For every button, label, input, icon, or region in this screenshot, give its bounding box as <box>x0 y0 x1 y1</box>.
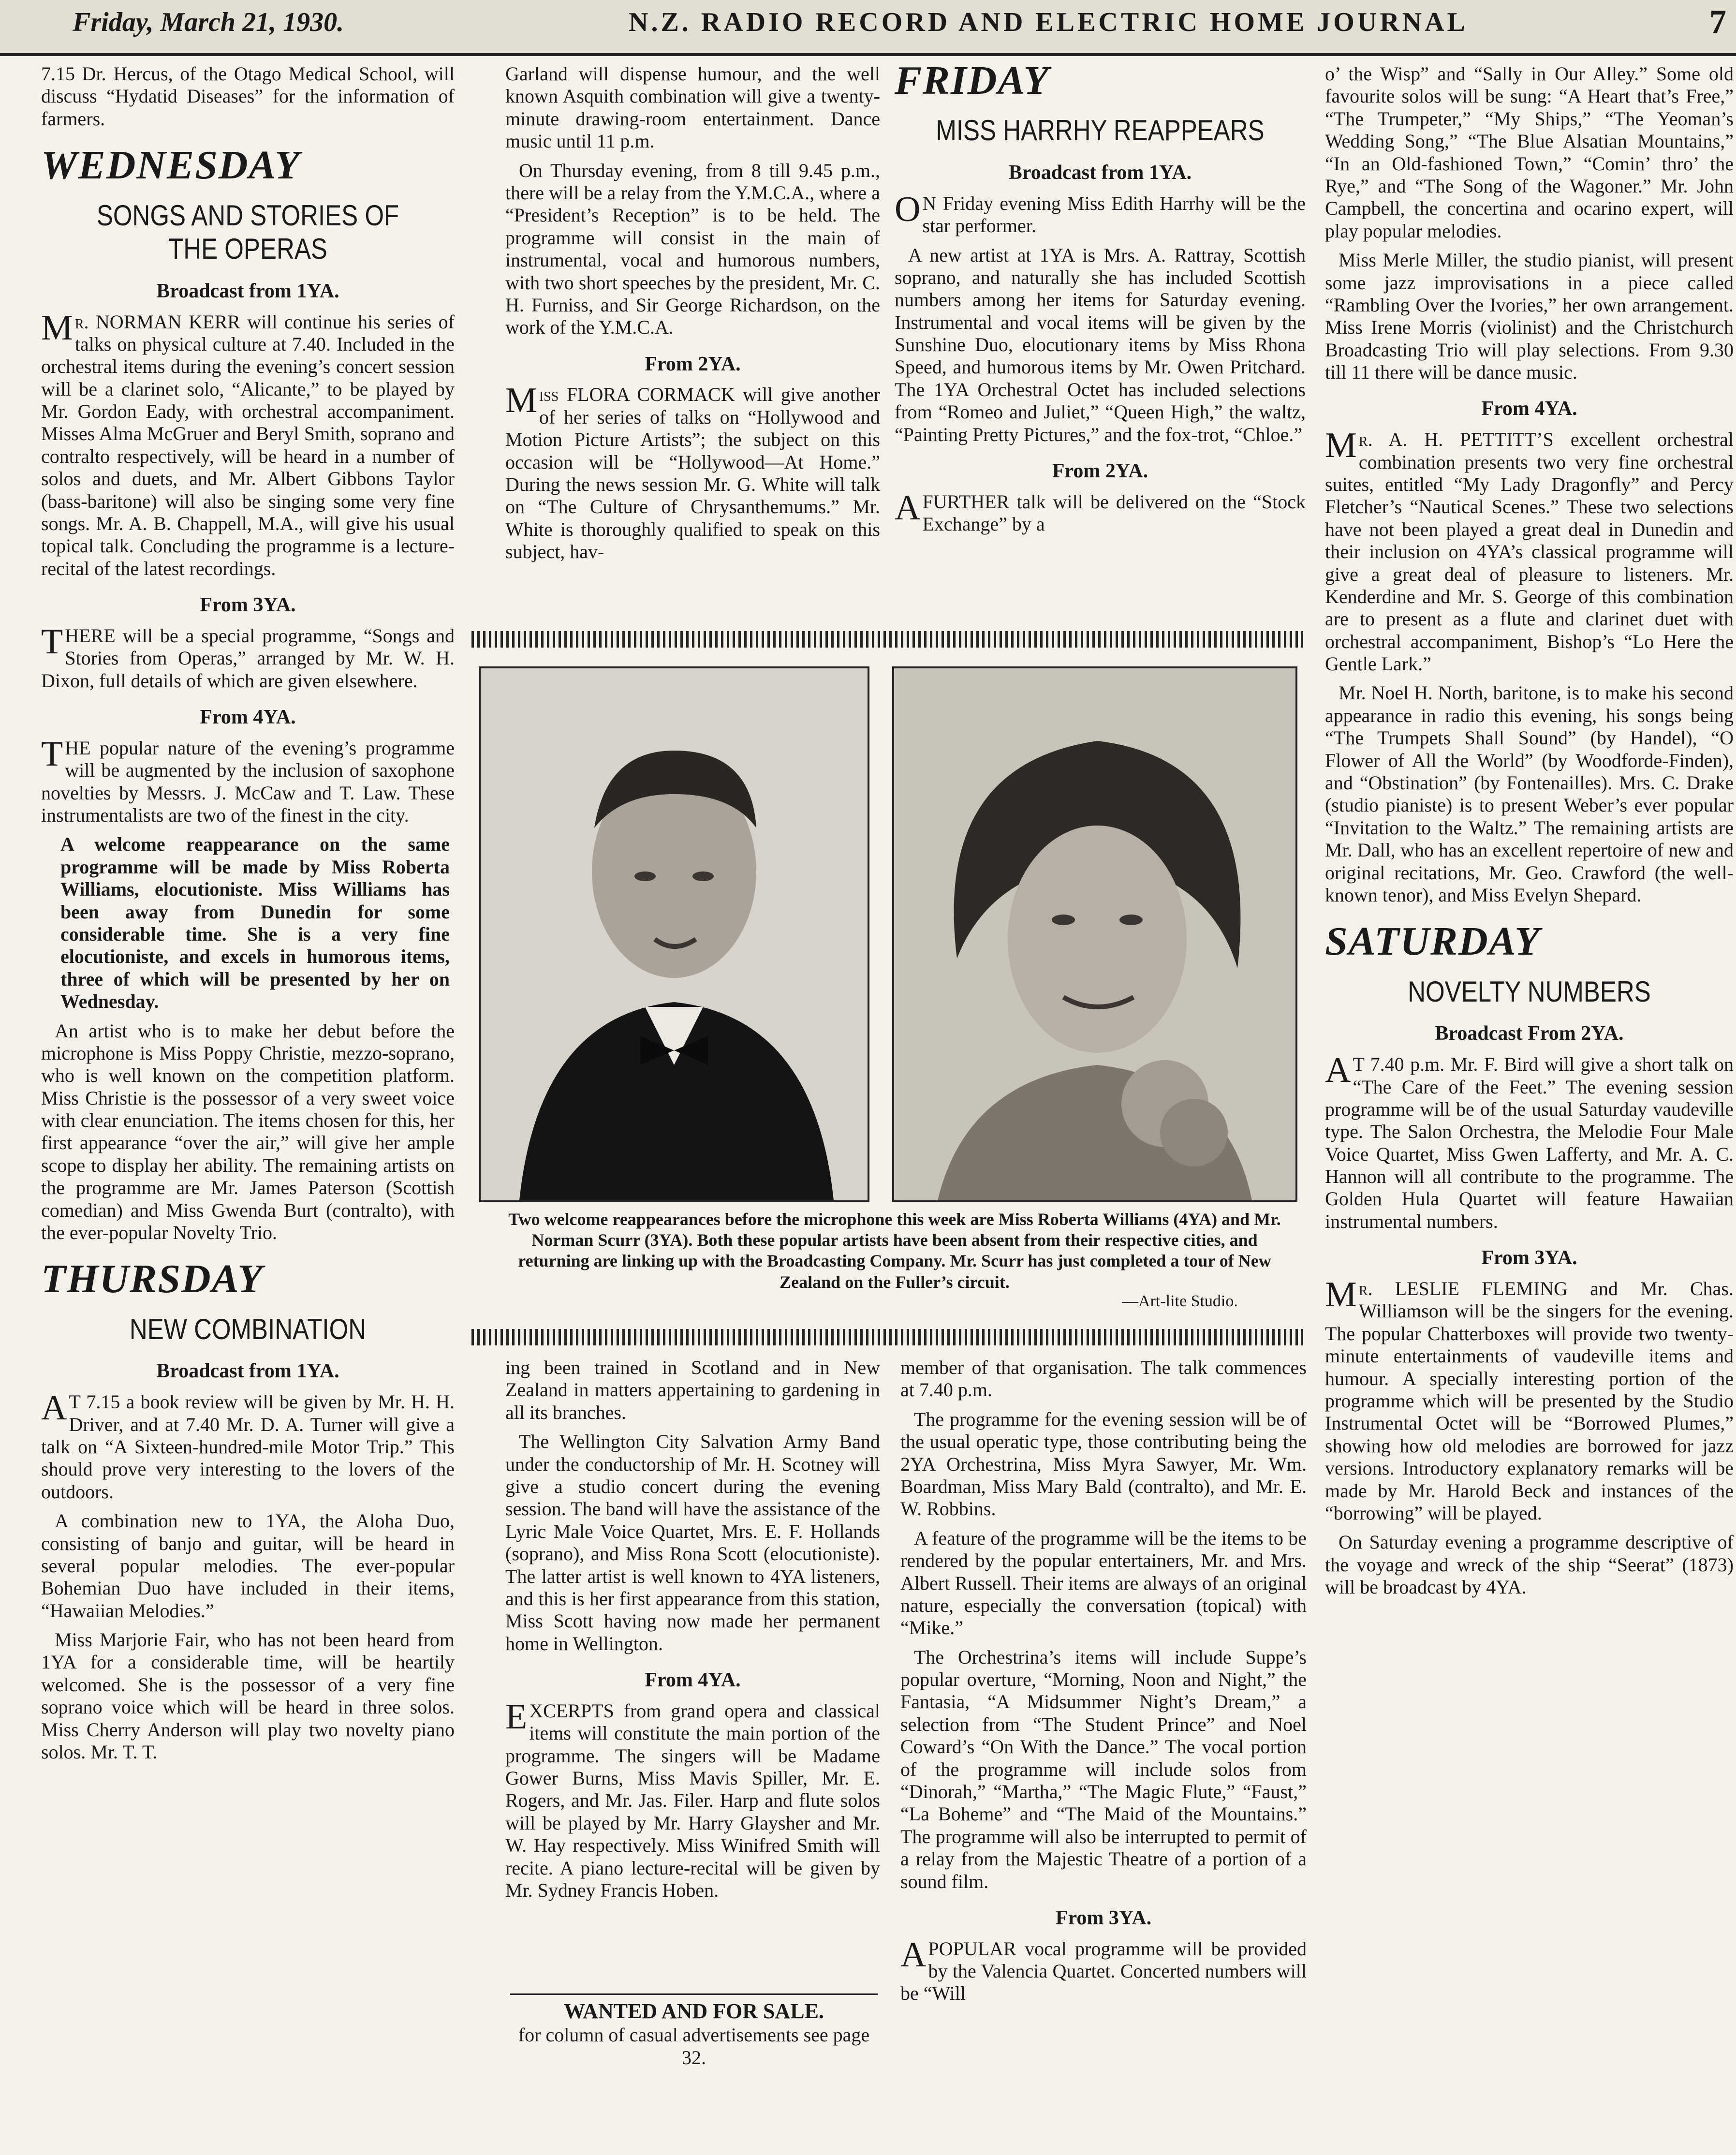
article-paragraph: Mr. NORMAN KERR will continue his series of talks on physical culture at 7.40. Included in the orchestral items during the evening’s concert session will be a clarinet solo, “Alicante,” to be played by Mr. Gordon Eady, with orchestral accompaniment. Misses Alma McGruer and Beryl Smith, soprano and contralto respectively, will be heard in a number of solos and duets, and Mr. Albert Gibbons Taylor (bass-baritone) will also be singing some very fine songs. Mr. A. B. Chappell, M.A., will give his usual topical talk. Concluding the programme is a lecture-recital of the latest recordings. <box>41 308 455 579</box>
article-paragraph: A T 7.40 p.m. Mr. F. Bird will give a short talk on “The Care of the Feet.” The evening session programme will be of the usual Saturday vaudeville type. The Salon Orchestra, the Melodie Four Male Voice Quartet, Miss Gwen Lafferty, and Mr. A. C. Hannon will all contribute to the programme. The Golden Hula Quartet will feature Hawaiian instrumental numbers. <box>1325 1050 1734 1232</box>
article-paragraph: The programme for the evening session will be of the usual operatic type, those contributing being the 2YA Orchestrina, Miss Myra Sawyer, Mr. Wm. Boardman, Miss Mary Bald (contralto), and Mr. E. W. Robbins. <box>900 1408 1307 1520</box>
photo-norman-scurr <box>479 666 869 1202</box>
article-paragraph: THE popular nature of the evening’s programme will be augmented by the inclusion of saxophone novelties by Messrs. J. McCaw and T. Law. These instrumentalists are two of the finest in the city. <box>41 734 455 826</box>
station-heading: Broadcast from 1YA. <box>156 280 339 302</box>
page-number: 7 <box>1709 3 1726 41</box>
article-paragraph: ing been trained in Scotland and in New Zealand in matters appertaining to gardening in all its branches. <box>505 1357 880 1423</box>
article-paragraph: Mr. Noel H. North, baritone, is to make his second appearance in radio this evening, his songs being “The Trumpets Shall Sound” (by Handel), “O Flower of All the World” (by Woodforde-Finden), and “Obstination” (by Fontenailles). Mrs. C. Drake (studio pianiste) is to present Weber’s ever popular “Invitation to the Waltz.” The remaining artists are Mr. Dall, who has an excellent repertoire of new and original recitations, Mr. Geo. Crawford (the well-known tenor), and Miss Evelyn Shepard. <box>1325 682 1734 906</box>
column-1 <box>41 63 455 2142</box>
article-paragraph: Miss Marjorie Fair, who has not been heard from 1YA for a considerable time, will be heartily welcomed. She is the possessor of a very fine soprano voice which will be heard in three solos. Miss Cherry Anderson will play two novelty piano solos. Mr. T. T. <box>41 1629 455 1763</box>
article-paragraph: o’ the Wisp” and “Sally in Our Alley.” Some old favourite solos will be sung: “A Heart that’s Free,” “The Trumpeter,” “My Ships,” “The Yeoman’s Wedding Song,” “The Blue Alsatian Mountains,” “In an Old-fashioned Town,” “Comin’ thro’ the Rye,” and “The Song of the Wagoner.” Mr. John Campbell, the concertina and ocarino expert, will play popular melodies. <box>1325 63 1734 242</box>
friday-subhead: MISS HARRHY REAPPEARS <box>936 114 1265 147</box>
station-heading: Broadcast from 1YA. <box>156 1360 339 1383</box>
column-3-bottom <box>900 1357 1307 2145</box>
station-heading: Broadcast from 1YA. <box>1008 162 1192 184</box>
column-2-bottom <box>505 1357 880 1985</box>
publication-title: N.Z. RADIO RECORD AND ELECTRIC HOME JOURNAL <box>629 7 1468 37</box>
wanted-text: for column of casual advertisements see page 32. <box>518 2024 870 2068</box>
article-paragraph: A T 7.15 a book review will be given by Mr. H. H. Driver, and at 7.40 Mr. D. A. Turner will give a talk on “A Sixteen-hundred-mile Motor Trip.” This should prove very interesting to the lovers of the outdoors. <box>41 1388 455 1503</box>
man-portrait <box>481 668 868 1200</box>
thursday-subhead: NEW COMBINATION <box>129 1313 367 1345</box>
issue-date: Friday, March 21, 1930. <box>73 7 344 37</box>
station-heading: Broadcast From 2YA. <box>1435 1022 1624 1045</box>
article-paragraph: Mr. LESLIE FLEMING and Mr. Chas. Williamson will be the singers for the evening. The popular Chatterboxes will provide two twenty-minute entertainments of vaudeville items and humour. A specially interesting portion of the programme which will be presented by the Studio Instrumental Octet will be “Borrowed Plumes,” showing how old melodies are borrowed for jazz versions. Introductory explanatory remarks will be made by Mr. Harold Beck and instances of the “borrowing” will be played. <box>1325 1274 1734 1524</box>
article-paragraph: On Thursday evening, from 8 till 9.45 p.m., there will be a relay from the Y.M.C.A., where a “President’s Reception” is to be held. The programme will consist in the main of instrumental, vocal and humorous numbers, with two short speeches by the president, Mr. C. H. Furniss, and Sir George Richardson, on the work of the Y.M.C.A. <box>505 159 880 339</box>
article-paragraph: An artist who is to make her debut before the microphone is Miss Poppy Christie, mezzo-soprano, who is well known on the competition platform. Miss Christie is the possessor of a very sweet voice with clear enunciation. The items chosen for this, her first appearance “over the air,” will give her ample scope to display her ability. The remaining artists on the programme are Mr. James Paterson (Scottish comedian) and Miss Gwenda Burt (contralto), with the ever-popular Novelty Trio. <box>41 1019 455 1244</box>
station-heading: From 3YA. <box>1055 1906 1152 1929</box>
article-paragraph: AFURTHER talk will be delivered on the “Stock Exchange” by a <box>895 487 1306 535</box>
intro-paragraph: 7.15 Dr. Hercus, of the Otago Medical School, will discuss “Hydatid Diseases” for the information of farmers. <box>41 63 455 130</box>
wanted-title: WANTED AND FOR SALE. <box>564 1999 824 2023</box>
wednesday-subhead: SONGS AND STORIES OF THE OPERAS <box>96 199 399 266</box>
column-3-top <box>895 57 1306 623</box>
wednesday-heading: WEDNESDAY <box>41 143 301 188</box>
article-paragraph: The Wellington City Salvation Army Band under the conductorship of Mr. H. Scotney will give a studio concert during the evening session. The band will have the assistance of the Lyric Male Voice Quartet, Mrs. E. F. Hollands (soprano), and Miss Rona Scott (elocutioniste). The latter artist is well known to 4YA listeners, and this is her first appearance from this station, Miss Scott having now made her permanent home in Wellington. <box>505 1431 880 1654</box>
article-paragraph: Miss Merle Miller, the studio pianist, will present some jazz improvisations in a piece called “Rambling Over the Ivories,” her own arrangement. Miss Irene Morris (violinist) and the Christchurch Broadcasting Trio will play selections. From 9.30 till 11 there will be dance music. <box>1325 249 1734 384</box>
article-paragraph: A new artist at 1YA is Mrs. A. Rattray, Scottish soprano, and naturally she has included Scottish numbers among her items for Saturday evening. Instrumental and vocal items will be given by the Sunshine Duo, elocutionary items by Miss Rhona Speed, and humorous items by Mr. Owen Pritchard. The 1YA Orchestral Octet has included selections from “Romeo and Juliet,” “Queen High,” the waltz, “Painting Pretty Pictures,” and the fox-trot, “Chloe.” <box>895 244 1306 445</box>
article-paragraph: On Saturday evening a programme descriptive of the voyage and wreck of the ship “Seerat” (1873) will be broadcast by 4YA. <box>1325 1531 1734 1598</box>
article-paragraph: APOPULAR vocal programme will be provided by the Valencia Quartet. Concerted numbers will be “Will <box>900 1934 1307 2005</box>
article-paragraph: O N Friday evening Miss Edith Harrhy will be the star performer. <box>895 189 1306 237</box>
article-paragraph: Mr. A. H. PETTITT’S excellent orchestral combination presents two very fine orchestral suites, entitled “My Lady Dragonfly” and Percy Fletcher’s “Nautical Scenes.” These two selections have not been played a great deal in Dunedin and their inclusion on 4YA’s classical programme will give a great deal of pleasure to listeners. Mr. Kenderdine and Mr. S. George of this combination are to present as a flute and clarinet duet with orchestral accompaniment, Bishop’s “Lo Here the Gentle Lark.” <box>1325 426 1734 675</box>
bold-notice: A welcome reappearance on the same programme will be made by Miss Roberta Williams, elocutioniste. Miss Williams has been away from Dunedin for some considerable time. She is a very fine elocutioniste, and excels in humorous items, three of which will be presented by her on Wednesday. <box>60 833 450 1013</box>
bottom-rule <box>471 1329 1303 1345</box>
photo-caption: Two welcome reappearances before the microphone this week are Miss Roberta Williams (4YA) and Mr. Norman Scurr (3YA). Both these popular artists have been absent from their respective cities, and returning are linking up with the Broadcasting Company. Mr. Scurr has just completed a tour of New Zealand on the Fuller’s circuit. <box>508 1210 1281 1292</box>
saturday-subhead: NOVELTY NUMBERS <box>1408 975 1651 1008</box>
column-2-top <box>505 63 880 614</box>
top-rule <box>471 631 1303 648</box>
woman-portrait <box>894 668 1295 1200</box>
article-paragraph: THERE will be a special programme, “Songs and Stories from Operas,” arranged by Mr. W. H. Dixon, full details of which are given elsewhere. <box>41 621 455 692</box>
station-heading: From 4YA. <box>200 706 296 729</box>
thursday-heading: THURSDAY <box>41 1256 264 1302</box>
station-heading: From 4YA. <box>645 1669 741 1692</box>
station-heading: From 2YA. <box>645 353 741 375</box>
friday-heading: FRIDAY <box>895 58 1050 103</box>
column-4 <box>1325 63 1734 2142</box>
article-paragraph: member of that organisation. The talk commences at 7.40 p.m. <box>900 1357 1307 1401</box>
station-heading: From 3YA. <box>1481 1247 1577 1269</box>
station-heading: From 3YA. <box>200 594 296 617</box>
saturday-heading: SATURDAY <box>1325 919 1541 964</box>
masthead <box>0 0 1736 56</box>
station-heading: From 2YA. <box>1052 460 1148 483</box>
article-paragraph: EXCERPTS from grand opera and classical items will constitute the main portion of the programme. The singers will be Madame Gower Burns, Miss Mavis Spiller, Mr. E. Rogers, and Mr. Jas. Filer. Harp and flute solos will be played by Mr. Harry Glaysher and Mr. W. Hay respectively. Miss Winifred Smith will recite. A piano lecture-recital will be given by Mr. Sydney Francis Hoben. <box>505 1697 880 1901</box>
photo-credit: —Art-lite Studio. <box>1122 1292 1238 1310</box>
photo-roberta-williams <box>892 666 1297 1202</box>
station-heading: From 4YA. <box>1481 398 1577 420</box>
wanted-for-sale-box <box>510 1993 878 2069</box>
article-paragraph: The Orchestrina’s items will include Suppe’s popular overture, “Morning, Noon and Night,” the Fantasia, “A Midsummer Night’s Dream,” a selection from “The Student Prince” and Noel Coward’s “On With the Dance.” The vocal portion of the programme will include solos from “Dinorah,” “Martha,” “The Magic Flute,” “Faust,” “La Boheme” and “The Maid of the Mountains.” The programme will also be interrupted to permit of a relay from the Majestic Theatre of a portion of a sound film. <box>900 1646 1307 1892</box>
article-paragraph: A combination new to 1YA, the Aloha Duo, consisting of banjo and guitar, will be heard in several popular melodies. The ever-popular Bohemian Duo have included in their items, “Hawaiian Melodies.” <box>41 1510 455 1622</box>
article-paragraph: Miss FLORA CORMACK will give another of her series of talks on “Hollywood and Motion Picture Artists”; the subject on this occasion will be “Hollywood—At Home.” During the news session Mr. G. White will talk on “The Culture of Chrysanthemums.” Mr. White is thoroughly qualified to speak on this subject, hav- <box>505 381 880 563</box>
article-paragraph: A feature of the programme will be the items to be rendered by the popular entertainers, Mr. and Mrs. Albert Russell. Their items are always of an original nature, especially the conversation (topical) with “Mike.” <box>900 1527 1307 1639</box>
article-paragraph: Garland will dispense humour, and the well known Asquith combination will give a twenty-minute drawing-room entertainment. Dance music until 11 p.m. <box>505 63 880 152</box>
